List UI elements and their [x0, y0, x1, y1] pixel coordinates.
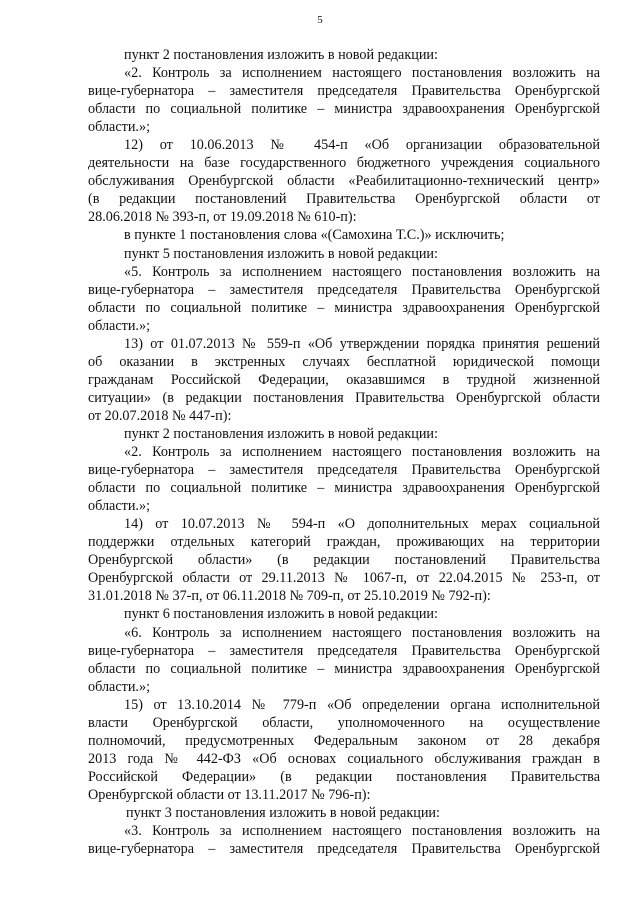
paragraph-instruction-p2-b	[88, 425, 600, 443]
paragraph-item-15	[88, 696, 600, 804]
text-line: пункт 2 постановления изложить в новой редакции:	[124, 47, 438, 63]
text-line: вице-губернатора – заместителя председателя Правительства Оренбургской	[88, 83, 600, 100]
text-line: 2013 года № 442-ФЗ «Об основах социального обслуживания граждан в	[88, 750, 600, 767]
text-line: 28.06.2018 № 393-п, от 19.09.2018 № 610-п):	[88, 209, 357, 226]
paragraph-quote-control-3	[88, 822, 600, 858]
text-line: 13) от 01.07.2013 № 559-п «Об утверждении порядка принятия решений	[124, 335, 600, 352]
text-line: «3. Контроль за исполнением настоящего постановления возложить на	[124, 823, 600, 840]
text-line: вице-губернатора – заместителя председателя Правительства Оренбургской	[88, 462, 600, 479]
text-line: области по социальной политике – министра здравоохранения Оренбургской	[88, 299, 600, 316]
text-line: 15) от 13.10.2014 № 779-п «Об определении органа исполнительной	[124, 696, 600, 713]
text-line: об оказании в экстренных случаях бесплатной юридической помощи	[88, 353, 600, 370]
text-line: деятельности на базе государственного бюджетного учреждения социального	[88, 155, 600, 172]
text-line: поддержки отдельных категорий граждан, проживающих на территории	[88, 534, 600, 551]
text-line: ситуации» (в редакции постановления Правительства Оренбургской области	[88, 389, 600, 406]
text-line: области.»;	[88, 678, 151, 695]
text-line: области.»;	[88, 498, 151, 515]
page-number: 5	[317, 14, 323, 26]
paragraph-instruction-p1	[88, 226, 600, 244]
text-line: «5. Контроль за исполнением настоящего постановления возложить на	[124, 263, 600, 280]
text-line: обслуживания Оренбургской области «Реабилитационно-технический центр»	[88, 173, 600, 190]
text-line: области по социальной политике – министра здравоохранения Оренбургской	[88, 480, 600, 497]
paragraph-quote-control-2	[88, 64, 600, 136]
text-line: 31.01.2018 № 37-п, от 06.11.2018 № 709-п, от 25.10.2019 № 792-п):	[88, 588, 491, 605]
paragraph-item-13	[88, 335, 600, 425]
text-line: в пункте 1 постановления слова «(Самохина Т.С.)» исключить;	[124, 227, 505, 244]
text-line: «6. Контроль за исполнением настоящего постановления возложить на	[124, 624, 600, 641]
paragraph-instruction-p3	[88, 804, 600, 822]
text-line: от 20.07.2018 № 447-п):	[88, 407, 232, 424]
text-line: гражданам Российской Федерации, оказавшимся в трудной жизненной	[88, 371, 600, 388]
paragraph-item-14	[88, 515, 600, 605]
text-line: «2. Контроль за исполнением настоящего постановления возложить на	[124, 444, 600, 461]
text-line: вице-губернатора – заместителя председателя Правительства Оренбургской	[88, 642, 600, 659]
text-line: пункт 3 постановления изложить в новой редакции:	[126, 804, 440, 821]
text-line: 14) от 10.07.2013 № 594-п «О дополнительных мерах социальной	[124, 516, 600, 533]
text-line: пункт 5 постановления изложить в новой редакции:	[124, 245, 438, 262]
paragraph-instruction-p6	[88, 605, 600, 623]
text-line: области по социальной политике – министра здравоохранения Оренбургской	[88, 101, 600, 118]
paragraph-quote-control-2-b	[88, 443, 600, 515]
text-line: (в редакции постановлений Правительства Оренбургской области от	[88, 191, 600, 208]
text-line: вице-губернатора – заместителя председателя Правительства Оренбургской	[88, 281, 600, 298]
paragraph-quote-control-5	[88, 263, 600, 335]
paragraph-item-12	[88, 136, 600, 226]
paragraph-instruction-p5	[88, 245, 600, 263]
paragraph-quote-control-6	[88, 624, 600, 696]
text-line: власти Оренбургской области, уполномоченного на осуществление	[88, 714, 600, 731]
text-line: вице-губернатора – заместителя председателя Правительства Оренбургской	[88, 841, 600, 858]
paragraph-instruction-p2	[88, 46, 600, 64]
text-line: пункт 2 постановления изложить в новой редакции:	[124, 425, 438, 442]
text-line: области по социальной политике – министра здравоохранения Оренбургской	[88, 660, 600, 677]
text-line: области.»;	[88, 317, 151, 334]
text-line: области.»;	[88, 119, 151, 136]
text-line: Оренбургской области от 13.11.2017 № 796-п):	[88, 786, 371, 803]
text-line: Оренбургской области» (в редакции постановлений Правительства	[88, 552, 600, 569]
document-body	[88, 46, 600, 858]
text-line: Оренбургской области от 29.11.2013 № 1067-п, от 22.04.2015 № 253-п, от	[88, 570, 600, 587]
text-line: «2. Контроль за исполнением настоящего постановления возложить на	[124, 65, 600, 82]
text-line: 12) от 10.06.2013 № 454-п «Об организации образовательной	[124, 137, 600, 154]
text-line: пункт 6 постановления изложить в новой редакции:	[124, 606, 438, 623]
text-line: Российской Федерации» (в редакции постановления Правительства	[88, 768, 600, 785]
text-line: полномочий, предусмотренных Федеральным законом от 28 декабря	[88, 732, 600, 749]
